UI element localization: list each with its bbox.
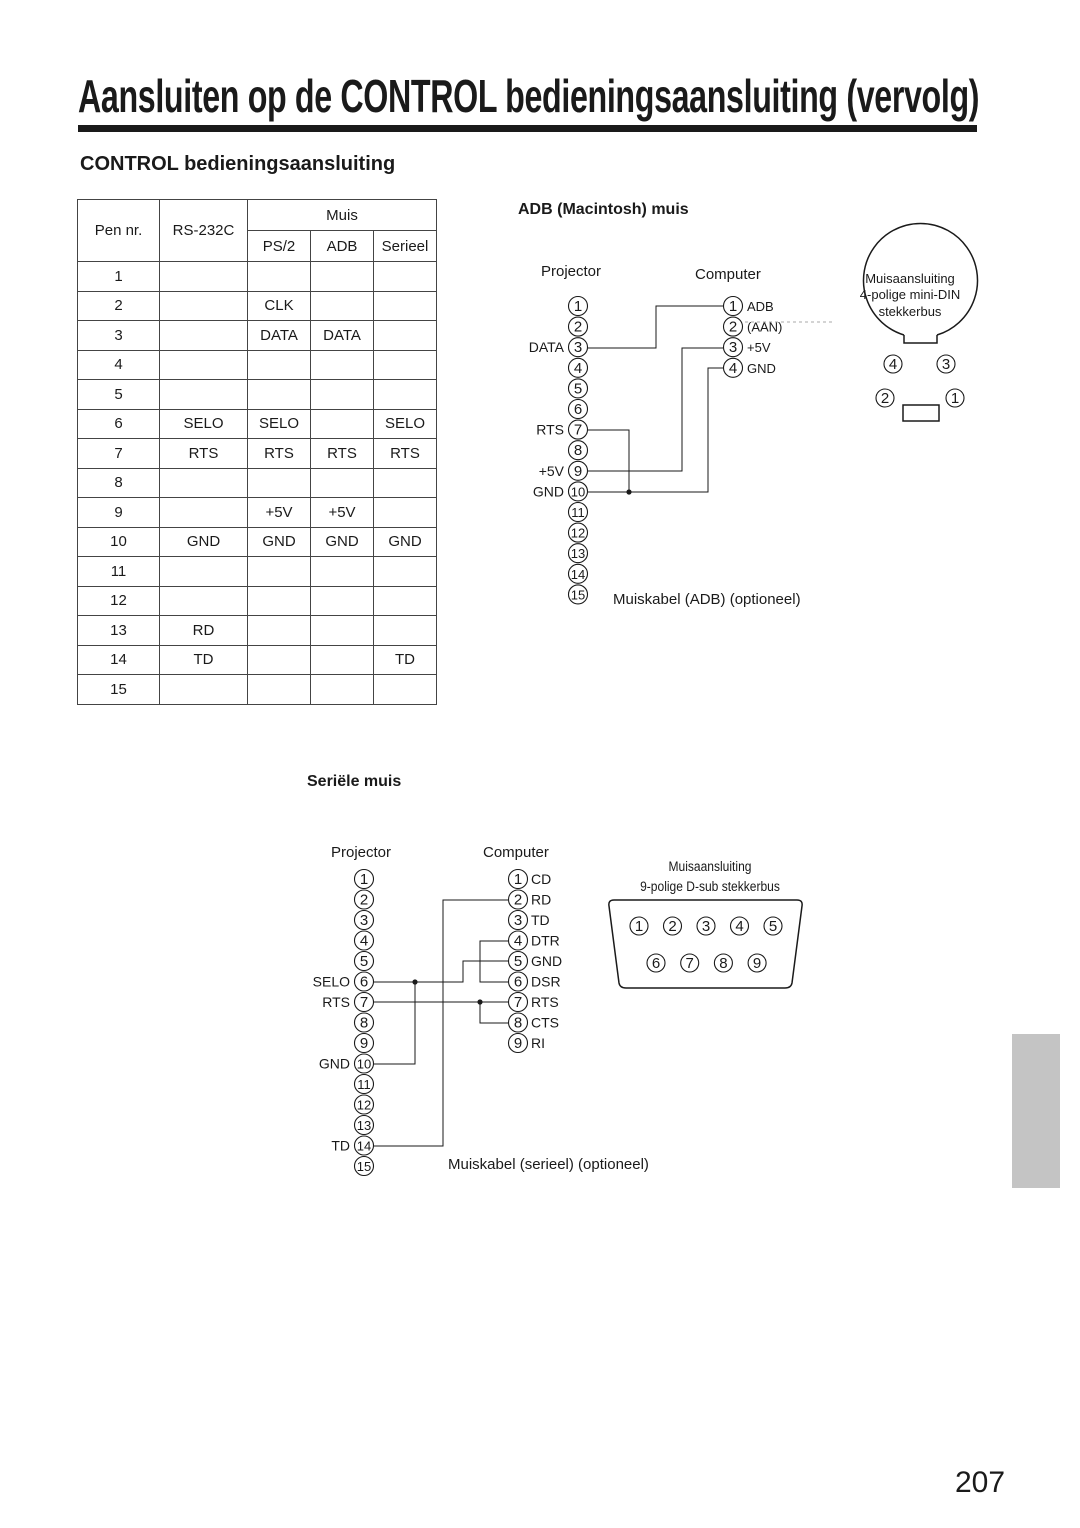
table-cell: SELO — [160, 409, 248, 439]
serial-projector-pin — [355, 931, 374, 950]
page-title: Aansluiten op de CONTROL bedieningsaansluiting (vervolg) — [78, 70, 980, 122]
serial-wire-rts-cts — [480, 1002, 508, 1023]
serial-projector-pin — [355, 952, 374, 971]
adb-computer-pin-label: GND — [747, 360, 776, 376]
table-cell: 4 — [78, 350, 160, 380]
serial-projector-pin — [355, 911, 374, 930]
pin-number: 4 — [888, 356, 898, 373]
pin-number: 2 — [513, 891, 523, 909]
serial-computer-pin-label: RD — [531, 891, 552, 908]
table-cell: CLK — [248, 291, 311, 321]
pin-number: 2 — [728, 318, 738, 336]
section-title: CONTROL bedieningsaansluiting — [80, 153, 396, 175]
adb-computer-pin — [724, 338, 743, 357]
adb-projector-pins — [529, 297, 588, 604]
pin-number: 9 — [573, 462, 583, 480]
serial-junction-dot-1 — [412, 979, 417, 984]
adb-projector-pin — [569, 503, 588, 522]
serial-cable-caption: Muiskabel (serieel) (optioneel) — [448, 1156, 649, 1173]
table-cell: 12 — [78, 586, 160, 616]
adb-projector-pin-label: RTS — [536, 421, 564, 438]
serial-projector-pin — [355, 1116, 374, 1135]
table-cell: TD — [160, 645, 248, 675]
mini-din-pin — [884, 355, 902, 373]
pin-number: 15 — [356, 1159, 372, 1174]
pin-number: 5 — [573, 380, 583, 398]
pin-number: 1 — [728, 298, 738, 315]
adb-projector-pin — [569, 482, 588, 501]
pin-number: 6 — [573, 401, 583, 418]
adb-projector-pin — [569, 379, 588, 398]
adb-wire-rts-gnd — [588, 430, 629, 492]
pin-number: 6 — [513, 973, 523, 991]
side-tab — [1012, 1034, 1060, 1188]
mini-din-center-block — [903, 405, 939, 421]
serial-computer-pin-label: CTS — [531, 1014, 559, 1031]
adb-title: ADB (Macintosh) muis — [518, 201, 689, 218]
table-cell: TD — [374, 645, 437, 675]
table-cell: RTS — [311, 439, 374, 469]
mini-din-key — [904, 335, 937, 343]
table-cell: 6 — [78, 409, 160, 439]
adb-projector-pin — [569, 544, 588, 563]
adb-computer-pin — [724, 297, 743, 316]
adb-connector-caption — [860, 271, 960, 319]
table-cell: RTS — [374, 439, 437, 469]
adb-projector-pin — [569, 317, 588, 336]
table-cell: RD — [160, 616, 248, 646]
adb-projector-pin-label: DATA — [528, 339, 564, 356]
adb-wire-gnd — [629, 368, 723, 492]
serial-projector-pin — [355, 1157, 374, 1176]
adb-projector-pin — [569, 461, 588, 480]
pin-number: 13 — [356, 1118, 372, 1133]
dsub-pin — [748, 954, 766, 972]
pin-number: 4 — [573, 359, 583, 377]
serial-title: Seriële muis — [307, 773, 402, 790]
pin-number: 1 — [950, 390, 960, 407]
pin-number: 5 — [768, 918, 778, 935]
dsub-pin — [697, 917, 715, 935]
table-cell: DATA — [311, 321, 374, 351]
serial-projector-pin — [355, 1034, 374, 1053]
pin-number: 4 — [728, 359, 738, 377]
adb-projector-pin — [569, 358, 588, 377]
pin-number: 3 — [513, 912, 523, 929]
serial-projector-pin — [355, 1075, 374, 1094]
serial-computer-pin-label: GND — [531, 953, 563, 969]
pin-number: 9 — [513, 1035, 523, 1052]
dsub-pin — [731, 917, 749, 935]
serial-projector-pin — [355, 1136, 374, 1155]
pin-number: 9 — [752, 955, 762, 972]
serial-projector-pins — [313, 870, 374, 1176]
table-cell: +5V — [248, 498, 311, 528]
table-cell: 14 — [78, 645, 160, 675]
pin-number: 4 — [513, 932, 523, 950]
table-cell: RTS — [160, 439, 248, 469]
pin-number: 2 — [573, 318, 583, 336]
serial-computer-pin — [509, 1034, 528, 1053]
mini-din-connector — [864, 223, 978, 421]
serial-computer-pin-label: TD — [531, 912, 550, 928]
pin-number: 6 — [651, 955, 661, 972]
pin-number: 10 — [356, 1056, 372, 1072]
pin-number: 1 — [513, 871, 523, 888]
serial-computer-pin-label: DSR — [531, 973, 561, 990]
serial-projector-pin — [355, 1013, 374, 1032]
serial-wire-selo-gnd — [374, 982, 415, 1064]
serial-projector-pin-label: RTS — [322, 994, 350, 1010]
pin-number: 12 — [570, 525, 586, 541]
adb-computer-pin-label: (AAN) — [747, 319, 783, 335]
serial-projector-pin-label: GND — [318, 1055, 350, 1072]
serial-computer-pin — [509, 911, 528, 930]
adb-computer-pin-label: +5V — [747, 340, 771, 356]
adb-projector-pin — [569, 400, 588, 419]
pin-number: 5 — [513, 953, 523, 970]
table-cell: RTS — [248, 439, 311, 469]
table-cell: GND — [374, 527, 437, 557]
dsub-pin — [714, 954, 732, 972]
pin-number: 3 — [573, 339, 583, 357]
table-cell: SELO — [248, 409, 311, 439]
adb-wire-data-adb — [588, 306, 723, 348]
serial-connector-caption — [640, 858, 780, 894]
table-cell: 2 — [78, 291, 160, 321]
table-cell: 10 — [78, 527, 160, 557]
adb-computer-label: Computer — [695, 266, 761, 283]
pin-number: 2 — [359, 891, 369, 909]
serial-computer-pins — [509, 870, 563, 1053]
serial-projector-pin — [355, 1095, 374, 1114]
pin-number: 1 — [573, 298, 583, 315]
pin-number: 8 — [513, 1014, 523, 1032]
pin-number: 11 — [571, 505, 585, 520]
pin-number: 4 — [735, 918, 744, 935]
dsub-pin — [681, 954, 699, 972]
pin-number: 4 — [359, 932, 369, 950]
serial-projector-pin — [355, 1054, 374, 1073]
serial-projector-pin — [355, 972, 374, 991]
header-adb: ADB — [311, 231, 374, 262]
serial-junction-dot-2 — [477, 999, 482, 1004]
serial-projector-pin-label: TD — [331, 1137, 350, 1154]
adb-projector-pin — [569, 585, 588, 604]
serial-projector-label: Projector — [331, 844, 392, 861]
table-cell: SELO — [374, 409, 437, 439]
dsub-shell — [609, 900, 802, 988]
dsub-pin — [664, 917, 682, 935]
table-cell: DATA — [248, 321, 311, 351]
table-cell: +5V — [311, 498, 374, 528]
adb-projector-pin-label: GND — [532, 483, 564, 500]
adb-projector-pin — [569, 420, 588, 439]
table-cell: GND — [311, 527, 374, 557]
pin-number: 8 — [359, 1014, 369, 1032]
dsub-pins — [630, 917, 782, 972]
page-number: 207 — [955, 1466, 1006, 1499]
pin-number: 7 — [685, 955, 694, 972]
serial-computer-label: Computer — [483, 844, 549, 861]
serial-computer-pin — [509, 993, 528, 1012]
serial-computer-pin — [509, 890, 528, 909]
pin-number: 9 — [359, 1035, 369, 1052]
header-ps2: PS/2 — [248, 231, 311, 262]
header-serieel: Serieel — [374, 231, 437, 262]
adb-cable-caption: Muiskabel (ADB) (optioneel) — [613, 591, 801, 608]
pin-number: 1 — [359, 871, 369, 888]
header-muis: Muis — [248, 200, 437, 231]
pin-number: 14 — [356, 1138, 372, 1154]
pin-number: 5 — [359, 953, 369, 970]
table-cell: 1 — [78, 262, 160, 292]
serial-caption-line-1: Muisaansluiting — [668, 858, 752, 875]
serial-computer-pin — [509, 870, 528, 889]
mini-din-pins — [876, 355, 964, 407]
adb-computer-pin — [724, 358, 743, 377]
adb-projector-pin — [569, 441, 588, 460]
pin-number: 14 — [570, 566, 586, 582]
adb-computer-pin — [724, 317, 743, 336]
pin-number: 3 — [359, 912, 369, 929]
pin-number: 8 — [719, 955, 728, 972]
adb-projector-label: Projector — [541, 263, 602, 280]
adb-projector-pin-label: +5V — [538, 462, 564, 479]
serial-projector-pin — [355, 870, 374, 889]
table-cell: 11 — [78, 557, 160, 587]
pin-number: 11 — [357, 1077, 371, 1092]
pin-number: 3 — [728, 339, 738, 357]
pin-number: 15 — [570, 587, 586, 603]
serial-computer-pin — [509, 931, 528, 950]
serial-computer-pin-label: DTR — [531, 932, 560, 949]
table-cell: 5 — [78, 380, 160, 410]
adb-junction-dot — [626, 489, 631, 494]
table-cell: 15 — [78, 675, 160, 705]
pin-number: 7 — [573, 421, 583, 439]
pin-number: 6 — [359, 973, 369, 991]
table-cell: 8 — [78, 468, 160, 498]
adb-projector-pin — [569, 564, 588, 583]
serial-wires — [374, 900, 508, 1146]
pin-number: 7 — [359, 994, 369, 1011]
header-pen: Pen nr. — [78, 200, 160, 262]
serial-computer-pin-label: RTS — [531, 994, 559, 1010]
serial-computer-pin-label: CD — [531, 871, 552, 887]
dsub-pin — [647, 954, 665, 972]
serial-caption-line-2: 9-polige D-sub stekkerbus — [640, 878, 780, 895]
pin-number: 3 — [701, 918, 711, 935]
pin-number: 12 — [356, 1097, 372, 1113]
pin-number: 3 — [941, 356, 951, 373]
serial-computer-pin — [509, 972, 528, 991]
pin-number: 7 — [513, 994, 523, 1011]
adb-computer-pins — [724, 297, 783, 378]
dsub-pin — [630, 917, 648, 935]
adb-caption-line-1: Muisaansluiting — [865, 271, 955, 286]
adb-caption-line-3: stekkerbus — [878, 304, 942, 319]
adb-projector-pin — [569, 523, 588, 542]
serial-wire-gnd — [415, 961, 508, 982]
serial-computer-pin-label: RI — [531, 1035, 545, 1051]
pin-number: 10 — [570, 484, 586, 500]
serial-computer-pin — [509, 952, 528, 971]
dsub-connector — [609, 900, 802, 988]
table-cell: GND — [248, 527, 311, 557]
adb-caption-line-2: 4-polige mini-DIN — [859, 287, 961, 302]
header-rs232c: RS-232C — [160, 200, 248, 262]
pin-number: 2 — [668, 918, 677, 935]
mini-din-pin — [937, 355, 955, 373]
adb-projector-pin — [569, 338, 588, 357]
table-cell: 7 — [78, 439, 160, 469]
adb-wires — [588, 306, 832, 492]
table-cell: 13 — [78, 616, 160, 646]
table-cell: 3 — [78, 321, 160, 351]
serial-projector-pin — [355, 993, 374, 1012]
table-cell: 9 — [78, 498, 160, 528]
pin-number: 8 — [573, 442, 583, 460]
adb-projector-pin — [569, 297, 588, 316]
adb-computer-pin-label: ADB — [747, 299, 774, 314]
mini-din-pin — [876, 389, 894, 407]
dsub-pin — [764, 917, 782, 935]
serial-projector-pin-label: SELO — [312, 973, 350, 990]
adb-wire-5v — [588, 348, 723, 471]
serial-computer-pin — [509, 1013, 528, 1032]
pin-number: 2 — [880, 390, 890, 407]
pin-number: 1 — [634, 918, 644, 935]
pin-number: 13 — [570, 546, 586, 562]
mini-din-pin — [946, 389, 964, 407]
serial-projector-pin — [355, 890, 374, 909]
table-cell: GND — [160, 527, 248, 557]
